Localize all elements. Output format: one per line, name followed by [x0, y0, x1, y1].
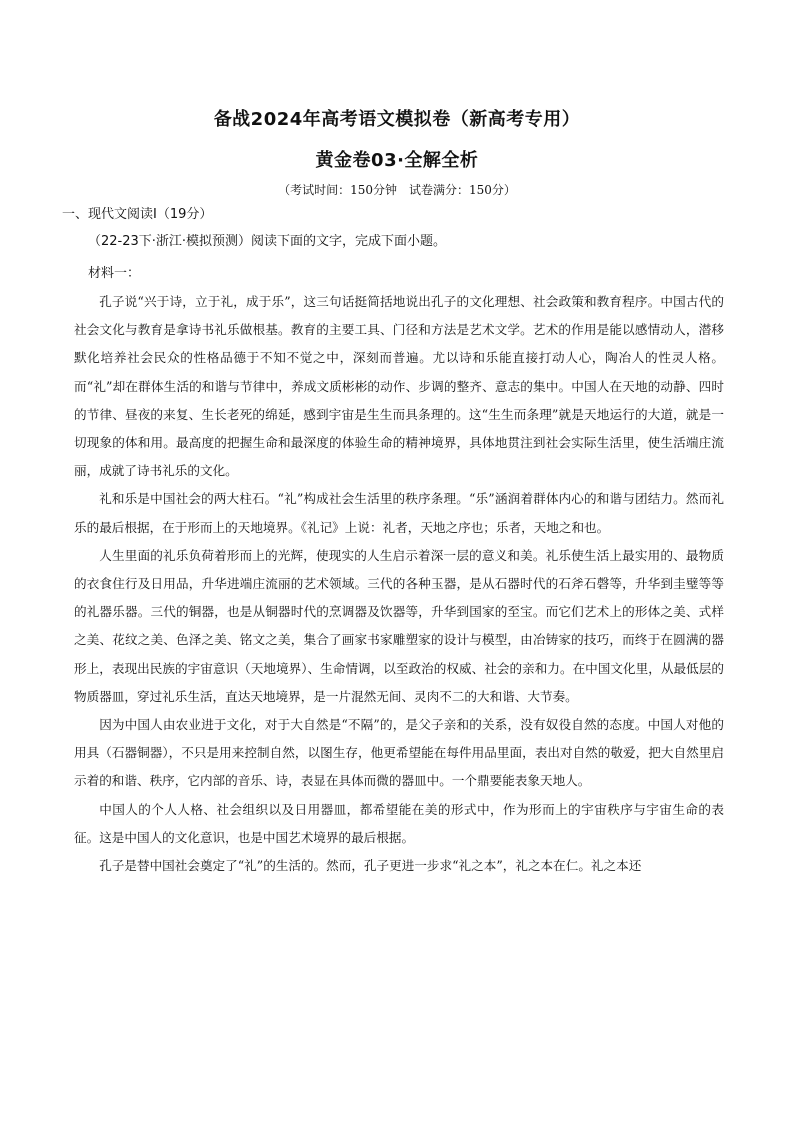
paragraph: 因为中国人由农业进于文化，对于大自然是“不隔”的，是父子亲和的关系，没有奴役自然的态度。中国人对他的用具（石器铜器），不只是用来控制自然，以图生存，他更希望能在每件用品里面，表出对自然的敬爱，把大自然里启示着的和谐、秩序，它内部的音乐、诗，表显在具体而微的器皿中。一个鼎要能表象天地人。 — [74, 717, 724, 789]
exam-info: （考试时间：150分钟 试卷满分：150分） — [278, 183, 516, 197]
reading-passage — [74, 288, 724, 880]
section-heading: 一、现代文阅读Ⅰ（19分） — [62, 207, 213, 222]
paragraph: 礼和乐是中国社会的两大柱石。“礼”构成社会生活里的秩序条理。“乐”涵润着群体内心的和谐与团结力。然而礼乐的最后根据，在于形而上的天地境界。《礼记》上说：礼者，天地之序也；乐者，天地之和也。 — [74, 491, 724, 535]
paragraph: 孔子是替中国社会奠定了“礼”的生活的。然而，孔子更进一步求“礼之本”，礼之本在仁。礼之本还 — [99, 858, 642, 874]
material-label: 材料一： — [88, 266, 141, 281]
document-title: 备战2024年高考语文模拟卷（新高考专用） — [213, 109, 581, 130]
document-subtitle: 黄金卷03·全解全析 — [315, 150, 479, 171]
paragraph: 中国人的个人人格、社会组织以及日用器皿，都希望能在美的形式中，作为形而上的宇宙秩序与宇宙生命的表征。这是中国人的文化意识，也是中国艺术境界的最后根据。 — [74, 801, 724, 845]
paragraph: 人生里面的礼乐负荷着形而上的光辉，使现实的人生启示着深一层的意义和美。礼乐使生活上最实用的、最物质的衣食住行及日用品，升华进端庄流丽的艺术领域。三代的各种玉器，是从石器时代的石斧石磬等，升华到圭璧等等的礼器乐器。三代的铜器，也是从铜器时代的烹调器及饮器等，升华到国家的至宝。而它们艺术上的形体之美、式样之美、花纹之美、色泽之美、铭文之美，集合了画家书家雕塑家的设计与模型，由冶铸家的技巧，而终于在圆满的器形上，表现出民族的宇宙意识（天地境界）、生命情调，以至政治的权威、社会的亲和力。在中国文化里，从最低层的物质器皿，穿过礼乐生活，直达天地境界，是一片混然无间、灵肉不二的大和谐、大节奏。 — [74, 547, 724, 704]
paragraph: 孔子说“兴于诗，立于礼，成于乐”，这三句话挺简括地说出孔子的文化理想、社会政策和教育程序。中国古代的社会文化与教育是拿诗书礼乐做根基。教育的主要工具、门径和方法是艺术文学。艺术的作用是能以感情动人，潜移默化培养社会民众的性格品德于不知不觉之中，深刻而普遍。尤以诗和乐能直接打动人心，陶冶人的性灵人格。而“礼”却在群体生活的和谐与节律中，养成文质彬彬的动作、步调的整齐、意志的集中。中国人在天地的动静、四时的节律、昼夜的来复、生长老死的绵延，感到宇宙是生生而具条理的。这“生生而条理”就是天地运行的大道，就是一切现象的体和用。最高度的把握生命和最深度的体验生命的精神境界，具体地贯注到社会实际生活里，使生活端庄流丽，成就了诗书礼乐的文化。 — [74, 294, 724, 479]
question-intro: （22-23下·浙江·模拟预测）阅读下面的文字，完成下面小题。 — [88, 234, 447, 249]
